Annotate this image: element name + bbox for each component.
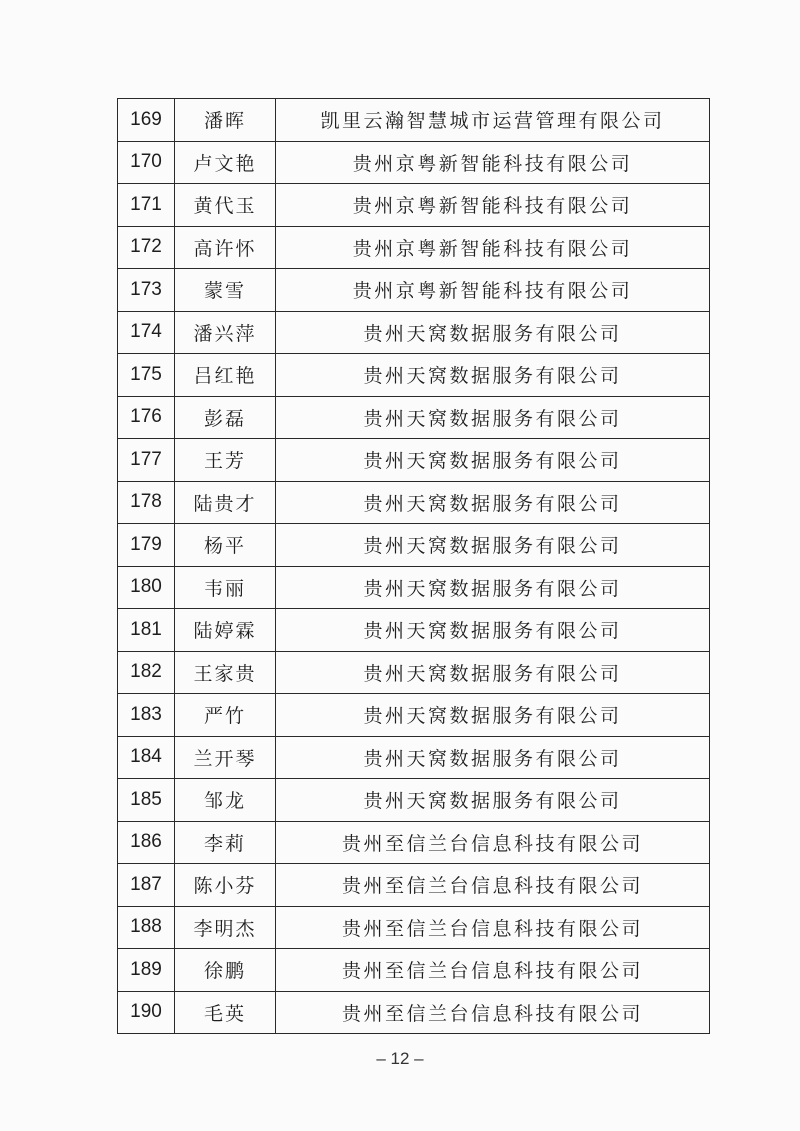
company-name-cell: 凯里云瀚智慧城市运营管理有限公司	[276, 99, 710, 142]
person-name-cell: 王家贵	[175, 651, 276, 694]
table-row	[118, 694, 710, 737]
person-name-cell: 彭磊	[175, 396, 276, 439]
table-row	[118, 141, 710, 184]
company-name-cell: 贵州天窝数据服务有限公司	[276, 354, 710, 397]
row-number-cell: 190	[118, 991, 175, 1034]
person-name-cell: 黄代玉	[175, 184, 276, 227]
company-name-cell: 贵州天窝数据服务有限公司	[276, 311, 710, 354]
roster-table-body	[118, 99, 710, 1034]
table-row	[118, 524, 710, 567]
company-name-cell: 贵州至信兰台信息科技有限公司	[276, 991, 710, 1034]
person-name-cell: 陈小芬	[175, 864, 276, 907]
person-name-cell: 潘兴萍	[175, 311, 276, 354]
company-name-cell: 贵州京粤新智能科技有限公司	[276, 141, 710, 184]
row-number-cell: 189	[118, 949, 175, 992]
person-name-cell: 邹龙	[175, 779, 276, 822]
company-name-cell: 贵州京粤新智能科技有限公司	[276, 226, 710, 269]
person-name-cell: 高许怀	[175, 226, 276, 269]
row-number-cell: 186	[118, 821, 175, 864]
row-number-cell: 170	[118, 141, 175, 184]
company-name-cell: 贵州京粤新智能科技有限公司	[276, 184, 710, 227]
table-row	[118, 821, 710, 864]
page-number: – 12 –	[376, 1049, 424, 1068]
row-number-cell: 184	[118, 736, 175, 779]
company-name-cell: 贵州天窝数据服务有限公司	[276, 694, 710, 737]
row-number-cell: 175	[118, 354, 175, 397]
table-row	[118, 226, 710, 269]
company-name-cell: 贵州至信兰台信息科技有限公司	[276, 906, 710, 949]
company-name-cell: 贵州天窝数据服务有限公司	[276, 736, 710, 779]
table-row	[118, 736, 710, 779]
row-number-cell: 185	[118, 779, 175, 822]
table-row	[118, 184, 710, 227]
table-row	[118, 609, 710, 652]
table-row	[118, 779, 710, 822]
person-name-cell: 吕红艳	[175, 354, 276, 397]
row-number-cell: 169	[118, 99, 175, 142]
company-name-cell: 贵州天窝数据服务有限公司	[276, 566, 710, 609]
table-row	[118, 99, 710, 142]
person-name-cell: 兰开琴	[175, 736, 276, 779]
table-row	[118, 481, 710, 524]
table-row	[118, 949, 710, 992]
row-number-cell: 177	[118, 439, 175, 482]
row-number-cell: 174	[118, 311, 175, 354]
row-number-cell: 181	[118, 609, 175, 652]
person-name-cell: 王芳	[175, 439, 276, 482]
company-name-cell: 贵州天窝数据服务有限公司	[276, 651, 710, 694]
table-row	[118, 311, 710, 354]
person-name-cell: 杨平	[175, 524, 276, 567]
company-name-cell: 贵州京粤新智能科技有限公司	[276, 269, 710, 312]
table-row	[118, 269, 710, 312]
roster-table	[117, 98, 710, 1034]
row-number-cell: 176	[118, 396, 175, 439]
person-name-cell: 徐鹏	[175, 949, 276, 992]
company-name-cell: 贵州至信兰台信息科技有限公司	[276, 949, 710, 992]
company-name-cell: 贵州天窝数据服务有限公司	[276, 439, 710, 482]
row-number-cell: 187	[118, 864, 175, 907]
company-name-cell: 贵州天窝数据服务有限公司	[276, 609, 710, 652]
company-name-cell: 贵州天窝数据服务有限公司	[276, 396, 710, 439]
person-name-cell: 陆贵才	[175, 481, 276, 524]
person-name-cell: 卢文艳	[175, 141, 276, 184]
table-row	[118, 566, 710, 609]
row-number-cell: 183	[118, 694, 175, 737]
company-name-cell: 贵州天窝数据服务有限公司	[276, 481, 710, 524]
table-row	[118, 991, 710, 1034]
row-number-cell: 173	[118, 269, 175, 312]
person-name-cell: 蒙雪	[175, 269, 276, 312]
table-row	[118, 439, 710, 482]
person-name-cell: 严竹	[175, 694, 276, 737]
table-row	[118, 396, 710, 439]
row-number-cell: 172	[118, 226, 175, 269]
row-number-cell: 188	[118, 906, 175, 949]
row-number-cell: 180	[118, 566, 175, 609]
company-name-cell: 贵州天窝数据服务有限公司	[276, 524, 710, 567]
row-number-cell: 182	[118, 651, 175, 694]
person-name-cell: 李莉	[175, 821, 276, 864]
person-name-cell: 李明杰	[175, 906, 276, 949]
row-number-cell: 178	[118, 481, 175, 524]
row-number-cell: 179	[118, 524, 175, 567]
person-name-cell: 陆婷霖	[175, 609, 276, 652]
table-row	[118, 864, 710, 907]
table-row	[118, 354, 710, 397]
table-row	[118, 906, 710, 949]
company-name-cell: 贵州至信兰台信息科技有限公司	[276, 821, 710, 864]
person-name-cell: 韦丽	[175, 566, 276, 609]
company-name-cell: 贵州天窝数据服务有限公司	[276, 779, 710, 822]
table-row	[118, 651, 710, 694]
row-number-cell: 171	[118, 184, 175, 227]
person-name-cell: 潘晖	[175, 99, 276, 142]
company-name-cell: 贵州至信兰台信息科技有限公司	[276, 864, 710, 907]
person-name-cell: 毛英	[175, 991, 276, 1034]
